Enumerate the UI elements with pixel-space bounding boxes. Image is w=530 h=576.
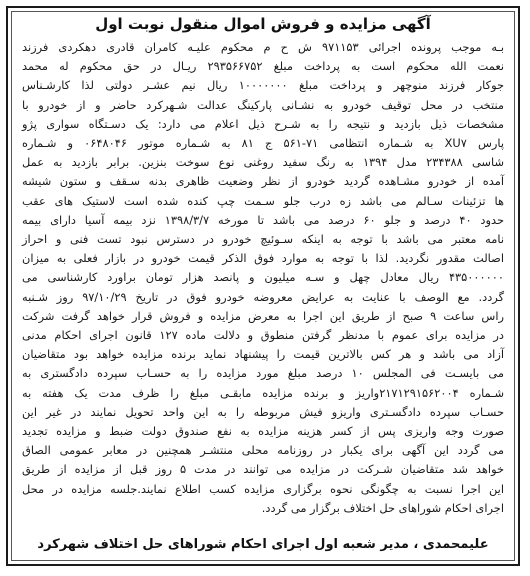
notice-line: در مزایده برای عموم با مدنظر گرفتن منطوق و دلالت ماده ۱۲۷ قانون اجرای احکام مدنی [22, 328, 504, 343]
notice-line: مشخصات ذیل بازدید و نتیجه را به شـرح ذیل اعلام می دارد: یک دسـتگاه سواری پژو [22, 116, 504, 131]
notice-line: اصالت مقدور نگردید. لذا با توجه به موارد فوق الذکر قیمت خودرو در بازار فعلی به میزان [22, 251, 504, 266]
notice-line: شاسی ۲۳۴۳۸۸ مدل ۱۳۹۴ به رنگ سفید روغنی نوع سوخت بنزین. برابر بازدید به عمل [22, 155, 504, 170]
notice-line: می بایسـت فی المجلس ۱۰ درصد مبلغ مورد مزایده را به حسـاب سپرده دادگستری به [22, 366, 504, 381]
notice-line: گردد. مع الوصف با عنایت به عرایض معروضه خودرو فوق در تاریخ ۹۷/۱۰/۲۹ روز شـنبه [22, 289, 505, 304]
notice-line: پارس XU۷ به شـماره انتظامی ۷۱-۵۶۱ ج ۸۱ به شـماره موتور ۰۶۴۸۰۴۶ و شـماره [22, 136, 504, 151]
notice-title: آگهی مزایده و فروش اموال منقول نوبت اول [95, 15, 431, 33]
notice-line: ۴۳۵۰۰۰۰۰۰ ریال معادل چهل و سـه میلیون و پانصد هزار تومان براورد کارشناسی می [22, 270, 504, 285]
notice-line: اجرای احکام شوراهای حل اختلاف برگزار می گردد. [261, 500, 504, 515]
notice-line: حدود ۴۰ درصد و جلو ۶۰ درصد می باشد تا مورخه ۱۳۹۸/۳/۷ نزد بیمه آسیا دارای بیمه [22, 212, 505, 227]
notice-line: صورت وجه واریزی پس از کسر هزینه مزایده به نفع صندوق دولت ضبط و مزایده تجدید [22, 424, 504, 439]
auction-notice [6, 6, 520, 566]
notice-line: آزاد می باشد و هر کس بالاترین قیمت را پیشنهاد نماید برنده مزایده خواهد بود متقاضیان [22, 347, 504, 362]
notice-line: نامه معتبر می باشد با توجه به اینکه سـوئیچ خودرو در دسترس نبود تست فنی و احراز [22, 232, 504, 247]
notice-line: شـماره ۲۱۷۱۲۹۱۵۶۲۰۰۴واریز و برنده مزایده مابقـی مبلغ را ظرف مدت یک هفته به [22, 385, 505, 400]
notice-line: بـه موجب پرونده اجرائی ۹۷۱۱۵۳ ش ح م محکوم علیـه کامران قادری دهکردی فرزند [22, 40, 505, 54]
notice-line: نعمت الله محکوم است به پرداخت مبلغ ۲۹۳۵۶۶۷۵۲ ریـال در حق محکوم له محمد [22, 59, 504, 74]
notice-line: راس ساعت ۹ صبح از طریق این اجرا به معرض مزایده و فروش قرار خواهد گرفت شرکت [22, 308, 504, 323]
notice-line: جوکار فرزند منوچهر و پرداخت مبلغ ۱۰۰۰۰۰۰۰ ریال نیم عشـر دولتی لذا کارشـناس [22, 78, 505, 93]
notice-line: آمده از خودرو مشـاهده گردید خودرو از نظر وضعیت ظاهری بدنه سـقف و ستون شیشه [22, 174, 504, 189]
notice-line: این اجرا نسبت به چگونگی نحوه برگزاری مزایده کسب اطلاع نمایند.جلسه مزایده در محل [22, 481, 504, 496]
notice-signature: علیمحمدی ، مدیر شعبه اول اجرای احکام شوراهای حل اختلاف شهرکرد [37, 537, 489, 552]
notice-line: ها تزئینات سـالم می باشد زه درب جلو سـمت چپ کنده شده است لاستیک های عقب [22, 193, 504, 208]
notice-line: می گردد این آگهی برای یکبار در روزنامه محلی منتشـر همچنین در معابر عمومی الصاق [22, 443, 504, 458]
notice-line: حسـاب سپرده دادگسـتری واریزو فیش مربوطه را به این واحد تحویل نمایند در غیر این [22, 404, 504, 419]
notice-line: خواهد شد متقاضیان شـرکت در مزایده می توانند در مدت ۵ روز قبل از مزایده از طریق [22, 462, 504, 477]
notice-line: منتخب در محل توقیف خودرو به نشـانی پارکینگ عدالت شـهرکرد حاضر و از خودرو با [22, 97, 504, 112]
notice-body [22, 38, 504, 518]
